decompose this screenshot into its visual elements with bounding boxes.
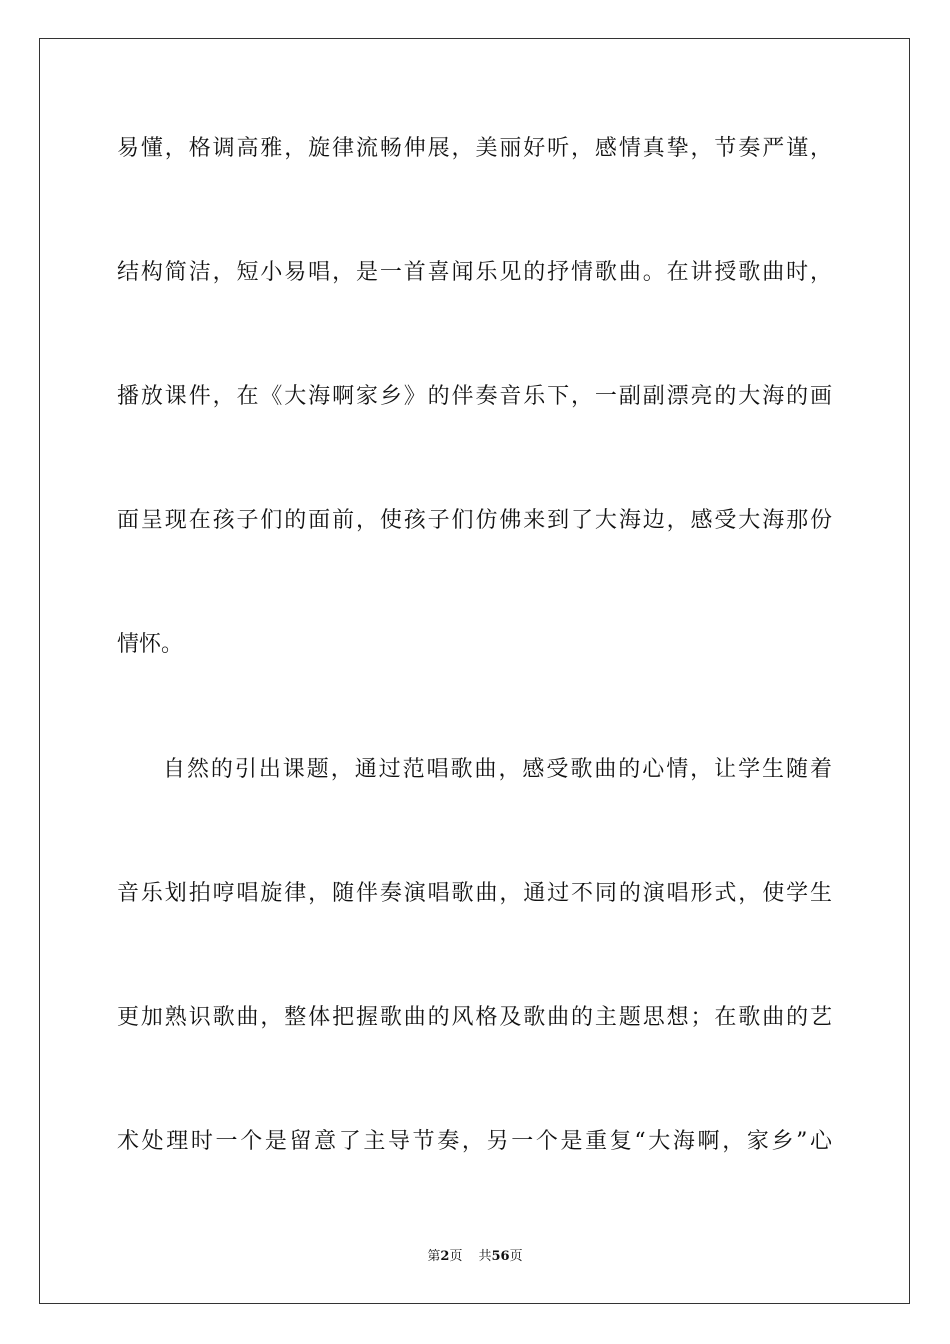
paragraph-line-7: 音乐划拍哼唱旋律，随伴奏演唱歌曲，通过不同的演唱形式，使学生 bbox=[117, 881, 832, 906]
paragraph-line-2: 结构简洁，短小易唱，是一首喜闻乐见的抒情歌曲。在讲授歌曲时， bbox=[117, 260, 832, 285]
paragraph-line-3: 播放课件，在《大海啊家乡》的伴奏音乐下，一副副漂亮的大海的画 bbox=[117, 384, 832, 409]
paragraph-line-5: 情怀。 bbox=[117, 632, 184, 657]
paragraph-line-9: 术处理时一个是留意了主导节奏，另一个是重复“大海啊，家乡”心 bbox=[117, 1129, 832, 1154]
total-pages: 56 bbox=[491, 1249, 510, 1264]
page-prefix: 第 bbox=[427, 1249, 441, 1264]
total-prefix: 共 bbox=[478, 1249, 492, 1264]
total-suffix: 页 bbox=[509, 1249, 523, 1264]
paragraph-line-4: 面呈现在孩子们的面前，使孩子们仿佛来到了大海边，感受大海那份 bbox=[117, 508, 832, 533]
page-number: 2 bbox=[440, 1249, 450, 1264]
paragraph-line-1: 易懂，格调高雅，旋律流畅伸展，美丽好听，感情真挚，节奏严谨， bbox=[117, 136, 832, 161]
paragraph-line-6: 自然的引出课题，通过范唱歌曲，感受歌曲的心情，让学生随着 bbox=[163, 757, 832, 782]
paragraph-line-8: 更加熟识歌曲，整体把握歌曲的风格及歌曲的主题思想；在歌曲的艺 bbox=[117, 1005, 832, 1030]
page-border bbox=[39, 38, 910, 1304]
page-footer bbox=[0, 1248, 950, 1266]
page-suffix: 页 bbox=[449, 1249, 463, 1264]
